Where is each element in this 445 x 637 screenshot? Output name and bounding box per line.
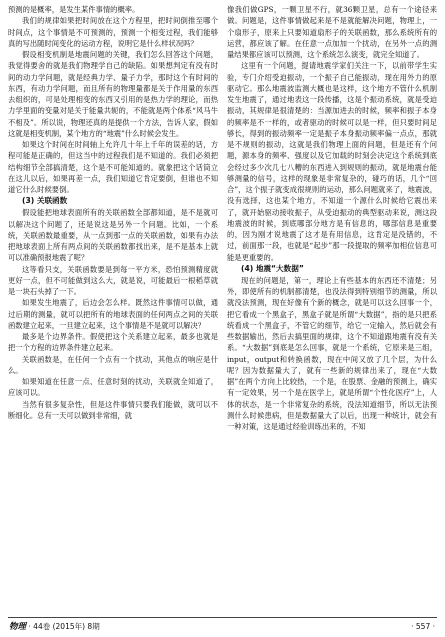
paragraph: 假设相变机制是地震问题的关键，我们怎么回答这个问题，我觉得要舍的就是我们物理学自己的缺陷。如果想判定有没有时间的动力学问题，就是经典力学、量子力学，那时这个有时间的东西，有动力学问题，而且所有的物理量都是关于作用量的东西去组织的，可是处理相变的东西又引用的是热力学的理论，而热力学里面的变量对是关于能量共轭的，不能就是两个体系“风马牛不相及”。所以说，物理还真的是提供一个方法，告诉人家，假如这就是相变机制，某个地方的“地震”什么时候会发生。 <box>8 50 218 138</box>
paragraph: 如果发生地震了，后边会怎么样。既然这件事情可以做，通过后期的测量，就可以把所有的地球表面的任何两点之间的关联函数建立起来，一旦建立起来，这个事情是不是就可以解决？ <box>8 298 218 330</box>
paragraph: 假设能把地球表面所有的关联函数全部都知道，是不是就可以解决这个问题了，还是说这是另外一个问题。比如，一个系统，关联函数最重要，从一点到那一点的关联函数，如果有办法把地球表面上所有两点间的关联函数都找出来，是不是基本上就可以准确预报地震了呢？ <box>8 208 218 263</box>
section-heading: (3) 关联函数 <box>22 196 68 206</box>
journal-issue: · 44卷 (2015年) 8期 <box>28 622 100 631</box>
paragraph: 现在的问题是，第一，理论上有些基本的东西还不清楚；另外，即使所有的机制都清楚，也没法得到特别细节的测量，所以就没法预测，现在好像有个新的概念，就是可以这么回事一个，把它看成一个黑盒子，黑盒子就是所谓“大数据”，指的是只把系统看成一个黑盒子，不管它的细节，给它一定输入，然后就会有些数据输出，然后去搞里面的规律，这个不知道跟地震有没有关系。“大数据”到底是怎么回事，就是一个系统，它原来是三组，input，output和转换函数，现在中间又放了几个层，为什么呢？因为数据量大了，就有一些新的规律出来了，现在“大数据”在两个方向上比较热，一个是，在股票、金融的预测上，确实有一定效果，另一个是在医学上，就是所谓“个性化医疗”上，人体的状态，是一个非常复杂的系统，没法知道细节，所以无法预测什么时候患病，但是数据量大了以后，出现一种统计，就会有一种对策，这是通过经验训练出来的，不知 <box>227 275 437 431</box>
left-column <box>8 4 218 612</box>
footer-divider <box>8 617 437 618</box>
paragraph: 这里有一个问题，提请地震学家们关注一下，以前带学生实验，专门介绍受迫振动，一个振子自己能振动，现在用外力的原驱动它。那么地震波监测大概也是这样，这个地方不管什么机制发生地震了，通过地表这一段传播，这是个振动系统，就是受迫振动，其规律是很清楚的：当源加进去的时候，频率和振子本身的频率是不一样的，或者驱动的时候可以是一样，但只要时间足够长，得到的振动频率一定是振子本身振动频率偏一点点，那就是不规则的振动，这就是我们物理上面的问题，但是还有个问题，源本身的频率、强度以及它加载的时刻会决定这个系统到底会经过多少次几七八糟的东西进入到规则的振动，就是地震台能够测量的信号，这样的现象是非常复杂的，碰巧的话，几个“回合”，这个振子就变成很规则的运动，那么问题就来了，地震波，没有选择，这也某个地方，不知道一个源什么时候给它震出来了，就开始驱动接收振子，从受迫振动的典型驱动来说，测这段地震波的时候，到底哪部分地方是有信息的，哪部信息是重要的，因为刚才说地震了这才是有用信息，这肯定是没错的，不过，前面那一段，也就是“起步”那一段提取的频率加相位信息可能是更重要的。 <box>227 61 437 262</box>
page-number: · 557 · <box>411 622 435 631</box>
paragraph: 像我们做GPS，一颗卫星不行，就36颗卫星，总有一个途径来做。问题是，这件事情做起来是不是就能解决问题，物理上，一个扇形子，原来上只要知道扇形子的关联函数，那么系统所有的运营，都应该了解。在任意一点加加一个扰动，在另外一点的测量结果都应该可以预测，这个系统怎么演变，就完全知道了。 <box>227 5 437 59</box>
paragraph: 关联函数是，在任何一个点有一个扰动，其他点的响应是什么。 <box>8 354 218 375</box>
paragraph: 当然有很多复杂性，但是这件事情只要我们能做，就可以不断细化。总有一天可以做到非常细，就 <box>8 399 218 420</box>
paragraph: 如果知道在任意一点、任意时刻的扰动，关联就全知道了，应该可以。 <box>8 377 218 398</box>
paragraph: 这等看只支，关联函数要是到每一平方米，恐怕预测精度就更好一点，但不可能做到这么大，就是说，可能最后一根稻草就是一块石头掉了一下。 <box>8 264 218 296</box>
paragraph: 预测的是概率，是发生某件事情的概率。 <box>8 5 140 14</box>
page-footer <box>0 614 445 637</box>
journal-logo-text: 物理 <box>9 622 27 632</box>
paragraph: 最多是个边界条件。假使把这个关系建立起来，最多也就是把一个方程的边界条件建立起来。 <box>8 332 218 353</box>
right-column <box>227 4 437 612</box>
paragraph: 我们的规律如果把时间放在这个方程里，把时间倒推至哪个时间点，这个事情是不可预测的，预测一个相变过程，我们能够真的写出随时间变化的运动方程，说明它是什么样状况吗？ <box>8 16 218 48</box>
article-body <box>8 4 437 612</box>
paragraph: 如果这个时间在时间轴上允许几十年上千年的误差的话，方程可能是正确的，但这当中的过程我们是不知道的。我们必须把结构细节全部搞清楚，这个是不可能知道的。就象把这个话筒立在这儿以后，如果再差一点，我们知道它肯定要倒，但谁也不知道它什么时候要倒。 <box>8 140 218 194</box>
journal-citation <box>9 622 100 632</box>
section-heading: (4) 地震“大数据” <box>241 263 304 273</box>
